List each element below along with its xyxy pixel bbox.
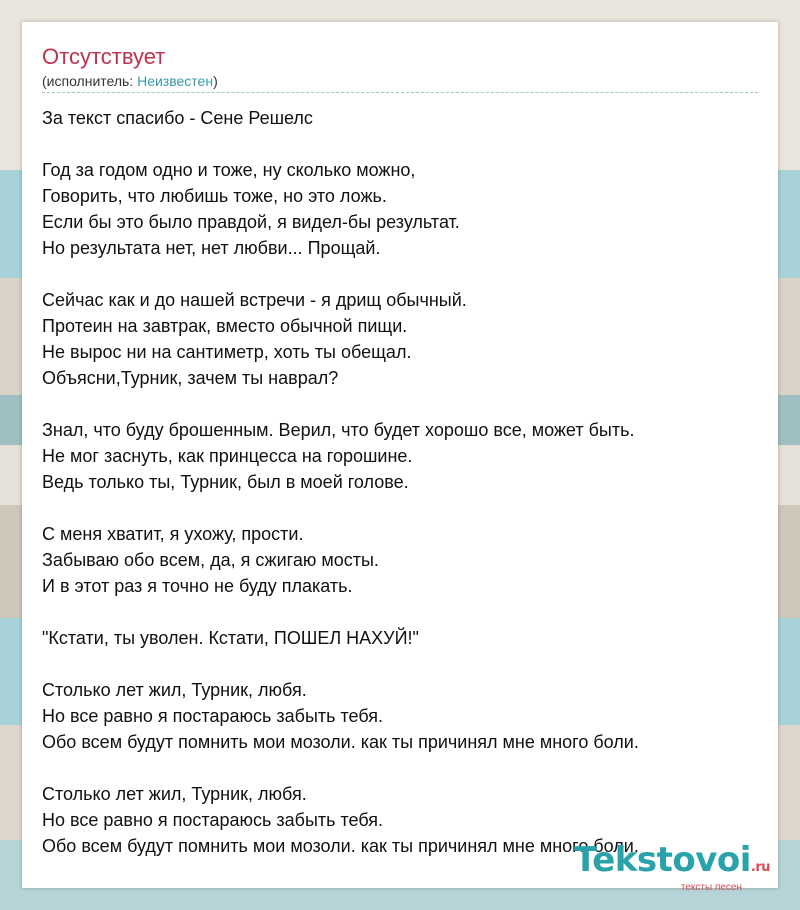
logo-main-text: Tekstovoi <box>574 840 751 880</box>
lyrics-stanza-4 <box>42 521 762 599</box>
lyrics-line: Но все равно я постараюсь забыть тебя. <box>42 706 384 726</box>
artist-suffix: ) <box>213 73 218 89</box>
lyrics-stanza-3 <box>42 417 762 495</box>
lyrics-line: "Кстати, ты уволен. Кстати, ПОШЕЛ НАХУЙ!" <box>42 628 419 648</box>
lyrics-line: С меня хватит, я ухожу, прости. <box>42 524 304 544</box>
artist-line <box>42 73 218 89</box>
lyrics-line: Протеин на завтрак, вместо обычной пищи. <box>42 316 408 336</box>
lyrics-line: Обо всем будут помнить мои мозоли. как ты причинял мне много боли. <box>42 732 639 752</box>
lyrics-stanza-2 <box>42 287 762 391</box>
lyrics-line: Ведь только ты, Турник, был в моей голове. <box>42 472 409 492</box>
lyrics-line: Год за годом одно и тоже, ну сколько можно, <box>42 160 416 180</box>
lyrics-stanza-6 <box>42 677 762 755</box>
lyrics-intro <box>42 105 762 131</box>
lyrics-stanza-5 <box>42 625 762 651</box>
lyrics-line: Столько лет жил, Турник, любя. <box>42 680 307 700</box>
lyrics-line: Обо всем будут помнить мои мозоли. как ты причинял мне много боли. <box>42 836 639 856</box>
lyrics-line: Забываю обо всем, да, я сжигаю мосты. <box>42 550 379 570</box>
song-title: Отсутствует <box>42 44 166 69</box>
site-logo[interactable] <box>570 842 770 892</box>
lyrics-text <box>42 105 762 885</box>
logo-tagline: тексты песен <box>680 882 742 893</box>
lyrics-line: Не мог заснуть, как принцесса на горошине. <box>42 446 413 466</box>
artist-link[interactable]: Неизвестен <box>137 73 214 89</box>
logo-wordmark <box>570 842 770 886</box>
lyrics-card <box>22 22 778 888</box>
lyrics-line: Знал, что буду брошенным. Верил, что будет хорошо все, может быть. <box>42 420 635 440</box>
lyrics-line: Сейчас как и до нашей встречи - я дрищ обычный. <box>42 290 467 310</box>
lyrics-line: За текст спасибо - Сене Решелс <box>42 108 313 128</box>
lyrics-line: И в этот раз я точно не буду плакать. <box>42 576 353 596</box>
artist-prefix: (исполнитель: <box>42 73 138 89</box>
lyrics-line: Столько лет жил, Турник, любя. <box>42 784 307 804</box>
lyrics-line: Но все равно я постараюсь забыть тебя. <box>42 810 384 830</box>
title-divider <box>42 92 758 93</box>
lyrics-line: Говорить, что любишь тоже, но это ложь. <box>42 186 387 206</box>
lyrics-line: Не вырос ни на сантиметр, хоть ты обещал. <box>42 342 412 362</box>
lyrics-line: Объясни,Турник, зачем ты наврал? <box>42 368 339 388</box>
lyrics-line: Но результата нет, нет любви... Прощай. <box>42 238 381 258</box>
logo-tld: .ru <box>750 860 770 875</box>
lyrics-stanza-1 <box>42 157 762 261</box>
lyrics-line: Если бы это было правдой, я видел-бы результат. <box>42 212 460 232</box>
